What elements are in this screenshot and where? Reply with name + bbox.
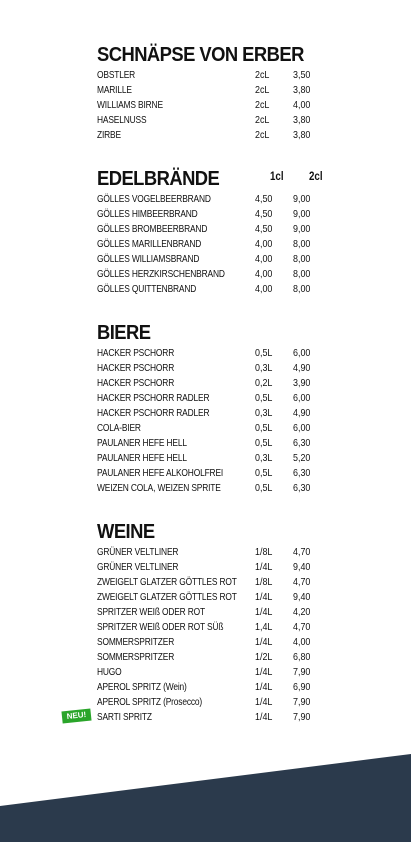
item-price: 3,80: [293, 84, 311, 96]
item-name: COLA-BIER: [97, 422, 141, 434]
column-headers: [230, 164, 327, 190]
section-header: [97, 517, 327, 543]
menu-item-row: [97, 192, 327, 207]
item-price: 3,80: [293, 129, 311, 141]
item-price: 4,90: [293, 407, 311, 419]
menu-item-row: [97, 346, 327, 361]
item-name: SARTI SPRITZ: [97, 711, 152, 723]
item-name: ZWEIGELT GLATZER GÖTTLES ROT: [97, 576, 237, 588]
item-price: 9,40: [293, 561, 311, 573]
item-price: 6,30: [293, 482, 311, 494]
item-size: 1/4L: [255, 591, 273, 603]
item-size: 2cL: [255, 129, 270, 141]
menu-section: [97, 164, 327, 297]
item-price: 3,80: [293, 114, 311, 126]
item-size: 2cL: [255, 69, 270, 81]
new-badge: NEU!: [61, 709, 91, 724]
section-header: [97, 40, 327, 66]
menu-item-row: [97, 481, 327, 496]
item-price: 9,00: [293, 208, 311, 220]
item-price: 6,90: [293, 681, 311, 693]
section-title: BIERE: [97, 322, 151, 344]
menu-item-row: [66, 710, 327, 725]
item-name: WEIZEN COLA, WEIZEN SPRITE: [97, 482, 221, 494]
item-size: 4,50: [255, 193, 273, 205]
menu-item-row: [97, 267, 327, 282]
menu-item-row: [97, 376, 327, 391]
item-size: 1/4L: [255, 561, 273, 573]
menu-item-row: [97, 680, 327, 695]
item-price: 6,00: [293, 422, 311, 434]
menu-item-row: [97, 83, 327, 98]
menu-item-row: [97, 68, 327, 83]
item-name: SPRITZER WEIß ODER ROT SÜß: [97, 621, 224, 633]
item-price: 8,00: [293, 253, 311, 265]
item-size: 4,50: [255, 223, 273, 235]
item-name: GÖLLES QUITTENBRAND: [97, 283, 197, 295]
item-name: ZIRBE: [97, 129, 121, 141]
item-size: 1/4L: [255, 696, 273, 708]
item-name: GRÜNER VELTLINER: [97, 546, 179, 558]
menu-item-row: [97, 650, 327, 665]
item-name: SPRITZER WEIß ODER ROT: [97, 606, 206, 618]
item-name: GRÜNER VELTLINER: [97, 561, 179, 573]
item-name: HASELNUSS: [97, 114, 147, 126]
item-size: 1/4L: [255, 681, 273, 693]
menu-item-row: [97, 665, 327, 680]
menu-item-row: [97, 635, 327, 650]
item-name: WILLIAMS BIRNE: [97, 99, 163, 111]
menu-item-row: [97, 252, 327, 267]
menu-item-row: [97, 466, 327, 481]
item-name: PAULANER HEFE HELL: [97, 452, 187, 464]
menu-item-row: [97, 391, 327, 406]
item-price: 4,20: [293, 606, 311, 618]
item-size: 2cL: [255, 84, 270, 96]
section-header: [97, 164, 327, 190]
item-price: 8,00: [293, 283, 311, 295]
item-name: GÖLLES HERZKIRSCHENBRAND: [97, 268, 225, 280]
menu-section: [97, 40, 327, 143]
item-size: 4,00: [255, 283, 273, 295]
item-size: 0,3L: [255, 452, 273, 464]
item-name: GÖLLES VOGELBEERBRAND: [97, 193, 211, 205]
item-size: 1/4L: [255, 666, 273, 678]
item-price: 9,40: [293, 591, 311, 603]
menu-item-row: [97, 361, 327, 376]
item-price: 9,00: [293, 223, 311, 235]
item-name: APEROL SPRITZ (Prosecco): [97, 696, 203, 708]
item-price: 5,20: [293, 452, 311, 464]
menu-section: [97, 318, 327, 496]
price-menu: [66, 40, 327, 746]
item-price: 6,30: [293, 467, 311, 479]
item-size: 1/8L: [255, 546, 273, 558]
item-name: HACKER PSCHORR RADLER: [97, 392, 210, 404]
menu-item-row: [97, 128, 327, 143]
item-size: 4,50: [255, 208, 273, 220]
footer-band-shape: [0, 754, 411, 842]
item-size: 1,4L: [255, 621, 273, 633]
column-header-1cl: 1cl: [269, 171, 284, 183]
item-size: 0,2L: [255, 377, 273, 389]
item-price: 4,00: [293, 636, 311, 648]
item-size: 1/4L: [255, 636, 273, 648]
item-size: 0,3L: [255, 407, 273, 419]
menu-item-row: [97, 282, 327, 297]
item-size: 2cL: [255, 114, 270, 126]
item-name: GÖLLES BROMBEERBRAND: [97, 223, 208, 235]
menu-item-row: [97, 406, 327, 421]
menu-item-row: [97, 620, 327, 635]
item-price: 6,30: [293, 437, 311, 449]
item-size: 0,5L: [255, 347, 273, 359]
menu-item-row: [97, 98, 327, 113]
item-price: 4,90: [293, 362, 311, 374]
menu-item-row: [97, 421, 327, 436]
item-price: 7,90: [293, 711, 311, 723]
menu-item-row: [97, 590, 327, 605]
menu-item-row: [97, 575, 327, 590]
item-price: 7,90: [293, 666, 311, 678]
menu-item-row: [97, 451, 327, 466]
footer-band: [0, 740, 411, 842]
section-title: WEINE: [97, 521, 155, 543]
item-name: SOMMERSPRITZER: [97, 651, 175, 663]
item-price: 3,50: [293, 69, 311, 81]
item-price: 3,90: [293, 377, 311, 389]
item-size: 0,5L: [255, 437, 273, 449]
item-price: 9,00: [293, 193, 311, 205]
section-title: SCHNÄPSE VON ERBER: [97, 44, 304, 66]
item-size: 1/2L: [255, 651, 273, 663]
item-size: 1/4L: [255, 606, 273, 618]
menu-item-row: [97, 113, 327, 128]
item-name: ZWEIGELT GLATZER GÖTTLES ROT: [97, 591, 237, 603]
menu-item-row: [97, 605, 327, 620]
item-size: 0,5L: [255, 482, 273, 494]
item-size: 4,00: [255, 253, 273, 265]
item-price: 6,00: [293, 347, 311, 359]
item-price: 6,80: [293, 651, 311, 663]
item-name: SOMMERSPRITZER: [97, 636, 175, 648]
item-name: PAULANER HEFE HELL: [97, 437, 187, 449]
item-name: OBSTLER: [97, 69, 136, 81]
item-name: HACKER PSCHORR: [97, 377, 175, 389]
item-size: 1/4L: [255, 711, 273, 723]
item-price: 8,00: [293, 268, 311, 280]
item-size: 1/8L: [255, 576, 273, 588]
menu-item-row: [97, 436, 327, 451]
item-price: 4,70: [293, 576, 311, 588]
menu-item-row: [97, 222, 327, 237]
item-size: 0,5L: [255, 392, 273, 404]
item-size: 2cL: [255, 99, 270, 111]
item-size: 0,5L: [255, 467, 273, 479]
item-price: 4,70: [293, 621, 311, 633]
item-size: 0,3L: [255, 362, 273, 374]
item-name: MARILLE: [97, 84, 132, 96]
item-price: 7,90: [293, 696, 311, 708]
item-size: 4,00: [255, 238, 273, 250]
item-size: 0,5L: [255, 422, 273, 434]
item-price: 4,70: [293, 546, 311, 558]
menu-item-row: [97, 237, 327, 252]
item-name: APEROL SPRITZ (Wein): [97, 681, 187, 693]
menu-item-row: [97, 545, 327, 560]
item-name: GÖLLES HIMBEERBRAND: [97, 208, 198, 220]
item-name: HACKER PSCHORR RADLER: [97, 407, 210, 419]
item-name: GÖLLES WILLIAMSBRAND: [97, 253, 200, 265]
item-name: HACKER PSCHORR: [97, 347, 175, 359]
item-price: 8,00: [293, 238, 311, 250]
menu-item-row: [97, 207, 327, 222]
item-name: HACKER PSCHORR: [97, 362, 175, 374]
column-header-2cl: 2cl: [308, 171, 323, 183]
item-price: 6,00: [293, 392, 311, 404]
item-name: GÖLLES MARILLENBRAND: [97, 238, 202, 250]
item-price: 4,00: [293, 99, 311, 111]
section-header: [97, 318, 327, 344]
item-name: PAULANER HEFE ALKOHOLFREI: [97, 467, 224, 479]
item-size: 4,00: [255, 268, 273, 280]
menu-section: [66, 517, 327, 725]
menu-item-row: [97, 560, 327, 575]
section-title: EDELBRÄNDE: [97, 168, 220, 190]
menu-item-row: [97, 695, 327, 710]
item-name: HUGO: [97, 666, 122, 678]
